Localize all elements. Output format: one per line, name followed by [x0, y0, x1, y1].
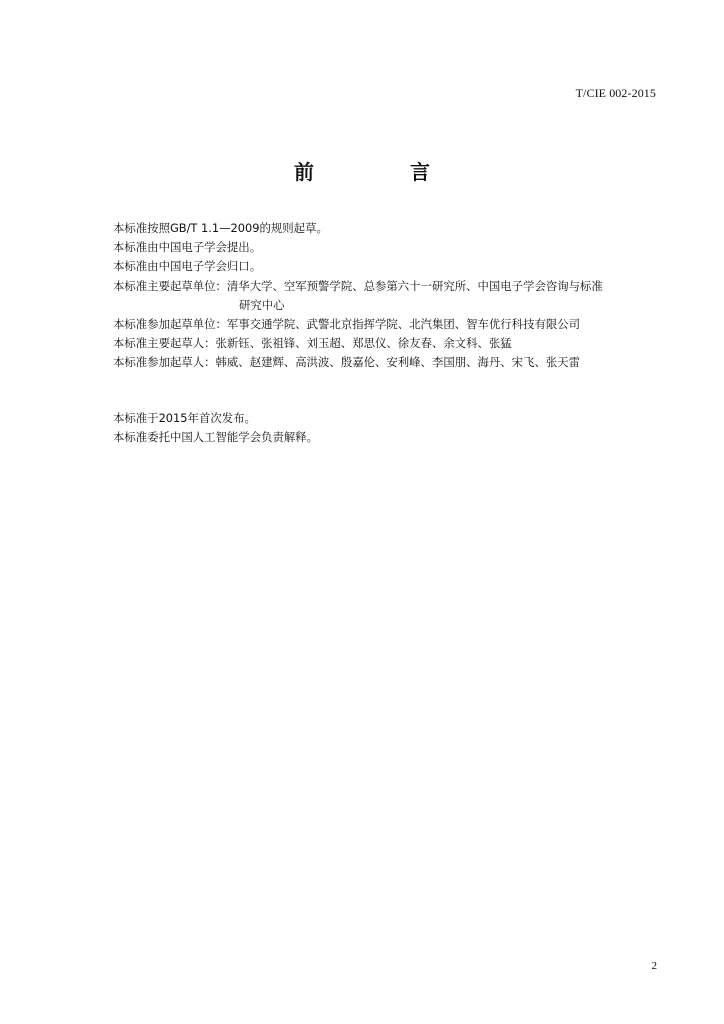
main-drafters-line: 本标准主要起草人：张新钰、张祖锋、刘玉超、郑思仪、徐友春、余文科、张猛	[113, 336, 512, 351]
participating-units-line: 本标准参加起草单位：军事交通学院、武警北京指挥学院、北汽集团、智车优行科技有限公司	[113, 317, 581, 332]
foreword-block-1	[113, 219, 673, 373]
main-drafting-units-line: 本标准主要起草单位：清华大学、空军预警学院、总参第六十一研究所、中国电子学会咨询与标准	[113, 278, 603, 293]
standard-code: T/CIE 002-2015	[575, 86, 656, 100]
proposed-by-line: 本标准由中国电子学会提出。	[113, 240, 262, 255]
main-drafting-units-continuation: 研究中心	[239, 297, 285, 312]
page-number: 2	[651, 960, 657, 972]
participating-drafters-line: 本标准参加起草人：韩威、赵建辉、高洪波、殷嘉伦、安利峰、李国朋、海丹、宋飞、张天雷	[113, 355, 581, 370]
interpretation-line: 本标准委托中国人工智能学会负责解释。	[113, 430, 319, 445]
under-jurisdiction-line: 本标准由中国电子学会归口。	[113, 259, 262, 274]
page-title: 前 言	[294, 160, 468, 184]
first-published-line: 本标准于2015年首次发布。	[113, 411, 256, 425]
drafting-rules-line: 本标准按照GB/T 1.1—2009的规则起草。	[113, 221, 328, 235]
foreword-block-2	[113, 409, 673, 447]
